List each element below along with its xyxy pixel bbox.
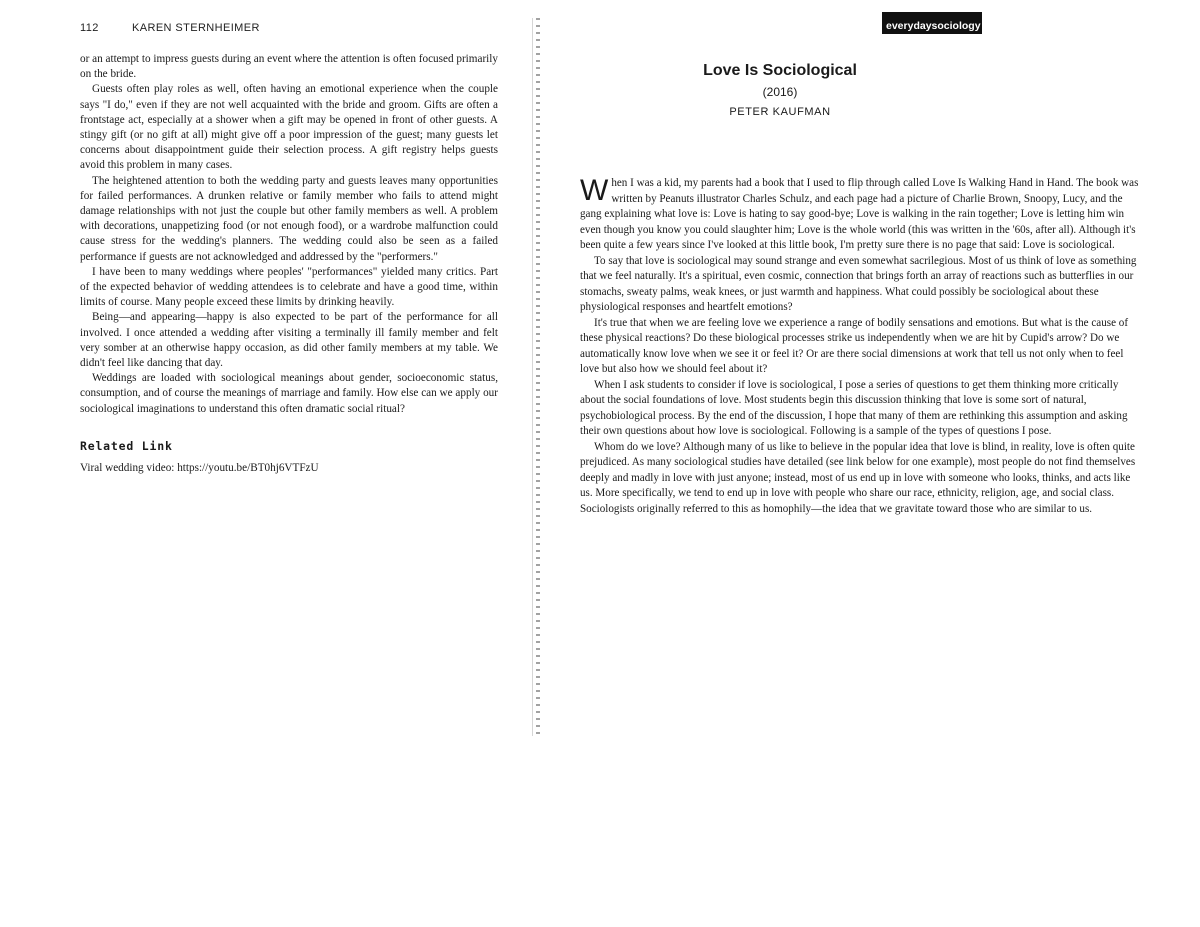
running-head (80, 22, 498, 40)
series-badge: everydaysociology (882, 12, 982, 34)
binding-gutter (536, 18, 540, 736)
paragraph: When I ask students to consider if love is sociological, I pose a series of questions to get them thinking more critically about the social foundations of love. Most students begin this discussion thinking that love is some sort of natural, psychobiological process. By the end of the discussion, I hope that many of them are rethinking this assumption and asking their own questions about how love is sociological. Following is a sample of the types of questions I pose. (580, 378, 1128, 437)
page-number: 112 (80, 22, 99, 34)
right-page (580, 62, 1139, 742)
essay-author: PETER KAUFMAN (729, 106, 831, 118)
paragraph: It's true that when we are feeling love we experience a range of bodily sensations and emotions. But what is the cause of these physical reactions? Do these biological processes strike us independently when we are hit by Cupid's arrow? Do we automatically know love when we see it or feel it? Or are there social dimensions at work that tell us not only when to feel love but also how we should feel about it? (580, 316, 1129, 375)
paragraph: Whom do we love? Although many of us like to believe in the popular idea that love is blind, in reality, love is often quite prejudiced. As many sociological studies have detailed (see link below for one example), most people do not find themselves deeply and madly in love with just anyone; instead, most of us end up in love with someone who looks, thinks, and acts like us. More specifically, we tend to end up in love with people who share our race, ethnicity, religion, age, and social class. Sociologists originally referred to this as homophily—the idea that we gravitate toward those who are similar to us. (580, 440, 1136, 515)
running-head-author: KAREN STERNHEIMER (132, 22, 260, 34)
paragraph: Being—and appearing—happy is also expected to be part of the performance for all involved. I once attended a wedding after visiting a terminally ill family member and felt very somber at an otherwise happy occasion, as did other family members at my table. We didn't feel like dancing that day. (80, 311, 498, 370)
related-link-heading: Related Link (80, 438, 173, 453)
left-page-body (80, 52, 498, 417)
related-link[interactable]: Viral wedding video: https://youtu.be/BT0hj6VTFzU (80, 461, 319, 474)
paragraph: To say that love is sociological may sound strange and even somewhat sacrilegious. Most of us think of love as something that we feel naturally. It's a spiritual, even cosmic, connection that brings forth an array of reactions such as butterflies in our stomachs, sweaty palms, weak knees, or just warmth and happiness. What could possibly be sociological about these physiological responses and heartfelt emotions? (580, 254, 1137, 313)
right-page-body (580, 174, 1139, 517)
left-page (80, 22, 498, 474)
paragraph: Guests often play roles as well, often having an emotional experience when the couple says "I do," even if they are not well acquainted with the bride and groom. Gifts are often a frontstage act, especially at a shower when a gift may be opened in front of other guests. A stingy gift (or no gift at all) might give off a poor impression of the guest; many guests let concerns about disappointment guide their selection process. A gift registry helps guests avoid this problem in many cases. (80, 83, 498, 172)
paragraph: When I was a kid, my parents had a book that I used to flip through called Love Is Walking Hand in Hand. The book was written by Peanuts illustrator Charles Schulz, and each page had a picture of Charlie Brown, Snoopy, Lucy, and the gang explaining what love is: Love is hating to say good-bye; Love is walking in the rain together; Love is letting him win even though you know you could slaughter him; Love is the whole world (this was written in the '60s, after all). Although it's been quite a few years since I've looked at this little book, I'm pretty sure there is no page that said: Love is sociological. (580, 174, 1139, 251)
paragraph: Weddings are loaded with sociological meanings about gender, socioeconomic status, consumption, and of course the meanings of marriage and family. How else can we apply our sociological imaginations to understand this often dramatic social ritual? (80, 372, 498, 415)
essay-year: (2016) (762, 85, 798, 99)
paragraph: I have been to many weddings where peoples' "performances" yielded many critics. Part of the expected behavior of wedding attendees is to celebrate and have a good time, within limits of course. Many people exceed these limits by drinking heavily. (80, 265, 498, 309)
binding-edge (532, 18, 533, 736)
paragraph: The heightened attention to both the wedding party and guests leaves many opportunities for failed performances. A drunken relative or family member who fails to attend might damage relationships with not just the couple but other family members as well. A problem with decorations, unappetizing food (or not enough food), or a wardrobe malfunction could cause stress for the wedding's planners. The wedding could also be seen as a failed performance if guests are not acknowledged and addressed by the "performers." (80, 174, 498, 263)
paragraph: or an attempt to impress guests during an event where the attention is often focused primarily on the bride. (80, 53, 498, 81)
essay-title: Love Is Sociological (703, 62, 857, 79)
drop-cap: W (580, 174, 609, 207)
